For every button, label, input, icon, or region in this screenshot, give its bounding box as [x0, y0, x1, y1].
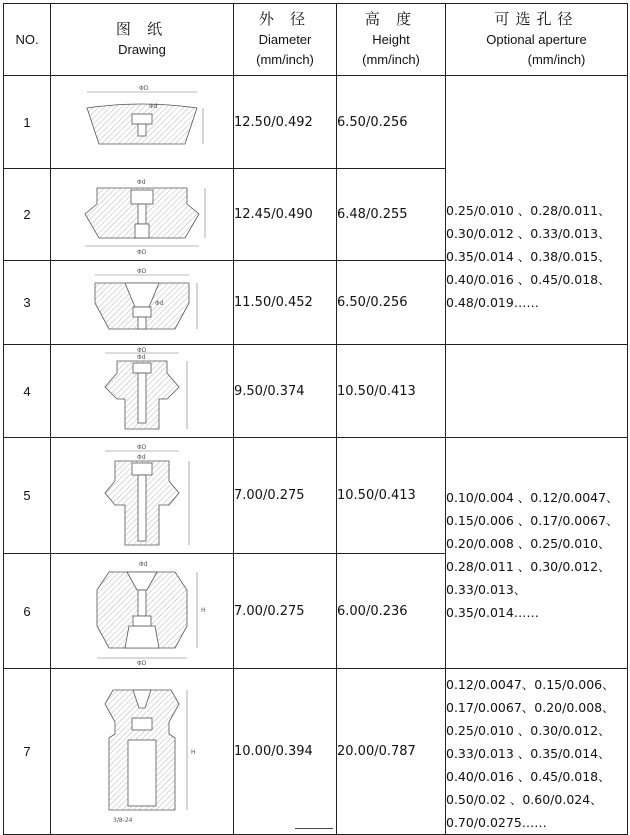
aperture-line: 0.40/0.016 、0.45/0.018、 [446, 769, 611, 784]
aperture-line: 0.10/0.004 、0.12/0.0047、 [446, 490, 619, 505]
header-diameter-unit: (mm/inch) [256, 51, 314, 67]
aperture-line: 0.35/0.014…… [446, 605, 539, 620]
aperture-options-group-3 [446, 669, 628, 835]
aperture-options-group-2 [446, 438, 628, 669]
label-phi-d: ΦD [137, 660, 147, 666]
label-phi-d: ΦD [139, 85, 149, 92]
row-number: 5 [4, 438, 51, 554]
height-value: 20.00/0.787 [337, 669, 446, 835]
nozzle-drawing-3 [67, 265, 217, 341]
drawing-cell [51, 554, 234, 669]
header-row [4, 4, 628, 76]
aperture-options-group-1 [446, 76, 628, 345]
row-number: 1 [4, 76, 51, 169]
drawing-cell [51, 76, 234, 169]
aperture-line: 0.28/0.011 、0.30/0.012、 [446, 559, 611, 574]
height-value: 6.50/0.256 [337, 261, 446, 345]
header-aperture-unit: (mm/inch) [527, 51, 586, 67]
row-number: 6 [4, 554, 51, 669]
aperture-line: 0.25/0.010 、0.28/0.011、 [446, 203, 611, 218]
row-number: 3 [4, 261, 51, 345]
aperture-line: 0.50/0.02 、0.60/0.024、 [446, 792, 603, 807]
nozzle-drawing-4 [67, 347, 217, 435]
header-height-cn: 高 度 [364, 10, 418, 28]
header-diameter-en: Diameter [258, 31, 312, 47]
aperture-line: 0.70/0.0275…… [446, 815, 547, 830]
diameter-value: 11.50/0.452 [234, 261, 337, 345]
aperture-line: 0.40/0.016 、0.45/0.018、 [446, 272, 611, 287]
aperture-line: 0.25/0.010 、0.30/0.012、 [446, 723, 611, 738]
label-phi-d-small: Φd [149, 103, 158, 110]
table-row [4, 438, 628, 554]
header-diameter-cn: 外 径 [258, 10, 312, 28]
label-thread: 3/8-24 [113, 816, 133, 824]
header-drawing-en: Drawing [118, 41, 166, 57]
aperture-line: 0.20/0.008 、0.25/0.010、 [446, 536, 611, 551]
header-height [337, 4, 446, 76]
label-phi-d: ΦD [137, 267, 147, 275]
header-drawing-cn: 图 纸 [115, 20, 169, 38]
table-row [4, 669, 628, 835]
header-height-unit: (mm/inch) [362, 51, 420, 67]
table-row [4, 345, 628, 438]
label-phi-d-small: Φd [137, 453, 146, 461]
diameter-value: 7.00/0.275 [234, 438, 337, 554]
label-phi-d-small: Φd [137, 178, 146, 186]
table-row [4, 76, 628, 169]
diameter-value: 9.50/0.374 [234, 345, 337, 438]
row-number: 4 [4, 345, 51, 438]
aperture-line: 0.15/0.006 、0.17/0.0067、 [446, 513, 619, 528]
label-phi-d-small: Φd [155, 299, 164, 307]
nozzle-drawing-5 [67, 441, 217, 551]
header-aperture [446, 4, 628, 76]
header-aperture-cn: 可选孔径 [494, 10, 579, 28]
header-drawing [51, 4, 234, 76]
drawing-cell [51, 261, 234, 345]
diameter-value: 10.00/0.394 [234, 669, 337, 835]
label-phi-d: ΦD [137, 347, 147, 354]
nozzle-drawing-2 [67, 174, 217, 256]
header-aperture-en: Optional aperture [486, 31, 587, 47]
aperture-line: 0.30/0.012 、0.33/0.013、 [446, 226, 611, 241]
label-phi-d: ΦD [137, 248, 147, 256]
header-diameter [234, 4, 337, 76]
header-height-en: Height [372, 31, 410, 47]
aperture-line: 0.48/0.019…… [446, 295, 539, 310]
height-value: 6.48/0.255 [337, 169, 446, 261]
label-phi-d-small: Φd [137, 354, 146, 361]
label-phi-d-small: Φd [139, 561, 148, 568]
drawing-cell [51, 169, 234, 261]
height-value: 10.50/0.413 [337, 345, 446, 438]
nozzle-drawing-7 [67, 678, 217, 826]
diameter-value: 12.45/0.490 [234, 169, 337, 261]
header-no: NO. [4, 4, 51, 76]
label-height-h: H [191, 748, 196, 756]
drawing-cell [51, 438, 234, 554]
row-number: 7 [4, 669, 51, 835]
height-value: 6.50/0.256 [337, 76, 446, 169]
aperture-line: 0.12/0.0047、0.15/0.006、 [446, 677, 615, 692]
label-height-h: H [201, 607, 206, 614]
aperture-empty-cell [446, 345, 628, 438]
row-number: 2 [4, 169, 51, 261]
diameter-value: 7.00/0.275 [234, 554, 337, 669]
nozzle-drawing-6 [67, 556, 217, 666]
drawing-cell [51, 669, 234, 835]
aperture-line: 0.35/0.014 、0.38/0.015、 [446, 249, 611, 264]
aperture-line: 0.17/0.0067、0.20/0.008、 [446, 700, 615, 715]
nozzle-spec-table [3, 3, 628, 835]
label-phi-d: ΦD [137, 443, 147, 451]
nozzle-drawing-1 [67, 82, 217, 162]
aperture-line: 0.33/0.013 、0.35/0.014、 [446, 746, 611, 761]
page-bottom-mark [295, 828, 333, 829]
aperture-line: 0.33/0.013、 [446, 582, 527, 597]
diameter-value: 12.50/0.492 [234, 76, 337, 169]
drawing-cell [51, 345, 234, 438]
height-value: 10.50/0.413 [337, 438, 446, 554]
height-value: 6.00/0.236 [337, 554, 446, 669]
